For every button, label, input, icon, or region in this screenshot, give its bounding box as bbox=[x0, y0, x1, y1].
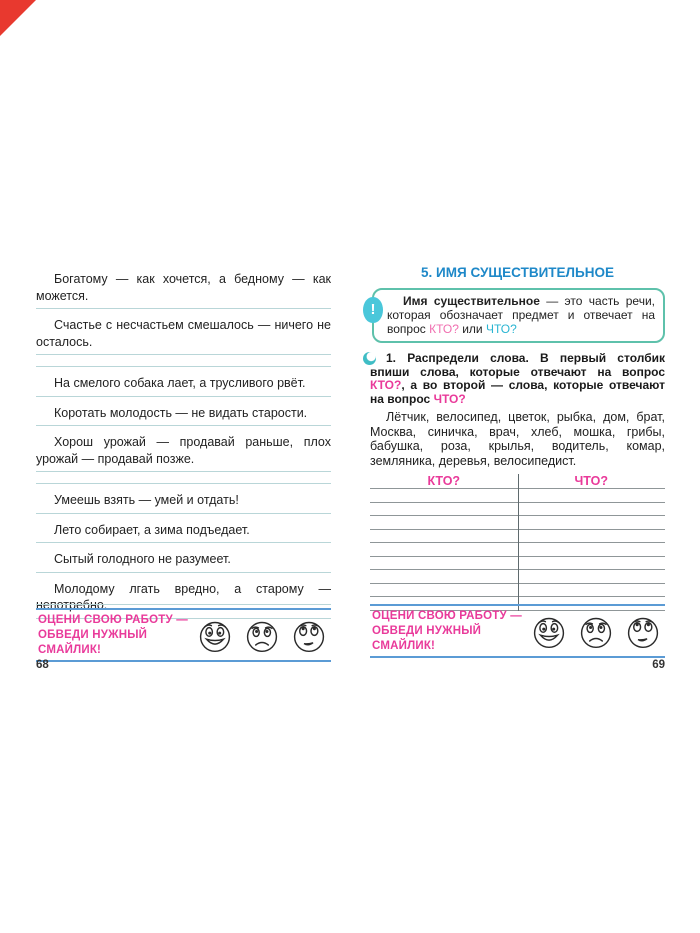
text-segment: КТО? bbox=[429, 322, 459, 336]
ruled-line bbox=[36, 355, 331, 367]
proverbs-list bbox=[36, 265, 331, 619]
smiley-row bbox=[197, 618, 329, 654]
footer-instruction-line2: ОБВЕДИ НУЖНЫЙ СМАЙЛИК! bbox=[38, 629, 148, 656]
section-title: 5. ИМЯ СУЩЕСТВИТЕЛЬНОЕ bbox=[421, 265, 614, 280]
self-assessment-footer-left bbox=[36, 604, 331, 662]
text-segment: или bbox=[458, 322, 486, 336]
proverb-item bbox=[36, 317, 331, 367]
red-corner-decoration bbox=[0, 0, 36, 36]
ruled-line bbox=[36, 542, 331, 543]
proverb-item bbox=[36, 271, 331, 309]
text-segment: ЧТО? bbox=[433, 391, 466, 406]
ruled-line bbox=[36, 308, 331, 309]
ruled-line bbox=[36, 396, 331, 397]
proverb-text: Хорош урожай — продавай раньше, плох урожай — продавай позже. bbox=[36, 435, 331, 466]
smiley-happy-icon[interactable] bbox=[531, 614, 567, 650]
page-number: 69 bbox=[652, 659, 665, 671]
ruled-line bbox=[36, 572, 331, 573]
proverb-item bbox=[36, 405, 331, 427]
exercise-text bbox=[370, 351, 665, 406]
smiley-bored-icon[interactable] bbox=[625, 614, 661, 650]
proverb-item bbox=[36, 434, 331, 484]
proverb-text: Счастье с несчастьем смешалось — ничего не осталось. bbox=[36, 318, 331, 349]
ruled-line bbox=[36, 604, 331, 605]
rule-text bbox=[387, 294, 655, 336]
smiley-bored-icon[interactable] bbox=[291, 618, 327, 654]
smiley-sad-icon[interactable] bbox=[578, 614, 614, 650]
page-68 bbox=[36, 265, 331, 675]
rule-info-box bbox=[372, 288, 665, 343]
word-list: Лётчик, велосипед, цветок, рыбка, дом, брат, Москва, синичка, врач, хлеб, мошка, грибы, бабушка, роза, крылья, водитель, комар, земляника, деревья, велосипедист. bbox=[370, 410, 665, 468]
sorting-table bbox=[370, 474, 665, 611]
proverb-item bbox=[36, 551, 331, 573]
smiley-happy-icon[interactable] bbox=[197, 618, 233, 654]
text-segment: КТО? bbox=[370, 378, 402, 392]
proverb-item bbox=[36, 375, 331, 397]
footer-instruction bbox=[372, 609, 531, 654]
table-header-kto: КТО? bbox=[427, 474, 461, 488]
proverb-text: Сытый голодного не разумеет. bbox=[54, 552, 231, 566]
footer-band bbox=[370, 604, 665, 658]
proverb-text: Лето собирает, а зима подъедает. bbox=[54, 522, 250, 537]
self-assessment-footer-right bbox=[370, 604, 665, 658]
text-segment: Имя существительное bbox=[403, 294, 540, 308]
ruled-line bbox=[36, 513, 331, 514]
proverb-text: На смелого собака лает, а трусливого рвёт. bbox=[54, 376, 306, 390]
exercise-instruction bbox=[370, 352, 665, 406]
proverb-text: Богатому — как хочется, а бедному — как можется. bbox=[36, 272, 331, 303]
page-69 bbox=[370, 265, 665, 675]
exercise-marker-icon bbox=[363, 352, 376, 365]
text-segment: — это часть речи, которая обозначает предмет и отвечает на вопрос bbox=[387, 294, 655, 336]
table-column-divider bbox=[518, 474, 520, 611]
ruled-line bbox=[36, 472, 331, 484]
footer-instruction bbox=[38, 613, 197, 658]
footer-instruction-line2: ОБВЕДИ НУЖНЫЙ СМАЙЛИК! bbox=[372, 625, 482, 652]
proverb-item bbox=[36, 522, 331, 544]
text-segment: 1. Распредели слова. В первый столбик впиши слова, которые отвечают на вопрос bbox=[370, 351, 665, 379]
exclamation-icon: ! bbox=[363, 297, 383, 323]
footer-band bbox=[36, 608, 331, 662]
proverb-text: Коротать молодость — не видать старости. bbox=[54, 405, 308, 420]
ruled-line bbox=[36, 425, 331, 426]
smiley-row bbox=[531, 614, 663, 650]
text-segment: ЧТО? bbox=[485, 322, 517, 336]
table-header-chto: ЧТО? bbox=[574, 474, 608, 488]
page-number: 68 bbox=[36, 659, 49, 671]
footer-instruction-line1: ОЦЕНИ СВОЮ РАБОТУ — bbox=[38, 614, 188, 626]
proverb-text: Умеешь взять — умей и отдать! bbox=[54, 493, 239, 507]
text-segment: , а во второй — слова, которые отвечают на вопрос bbox=[370, 378, 665, 406]
proverb-text: Молодому лгать вредно, а старому — непотребно. bbox=[36, 581, 331, 612]
smiley-sad-icon[interactable] bbox=[244, 618, 280, 654]
footer-instruction-line1: ОЦЕНИ СВОЮ РАБОТУ — bbox=[372, 610, 522, 622]
proverb-item bbox=[36, 492, 331, 514]
